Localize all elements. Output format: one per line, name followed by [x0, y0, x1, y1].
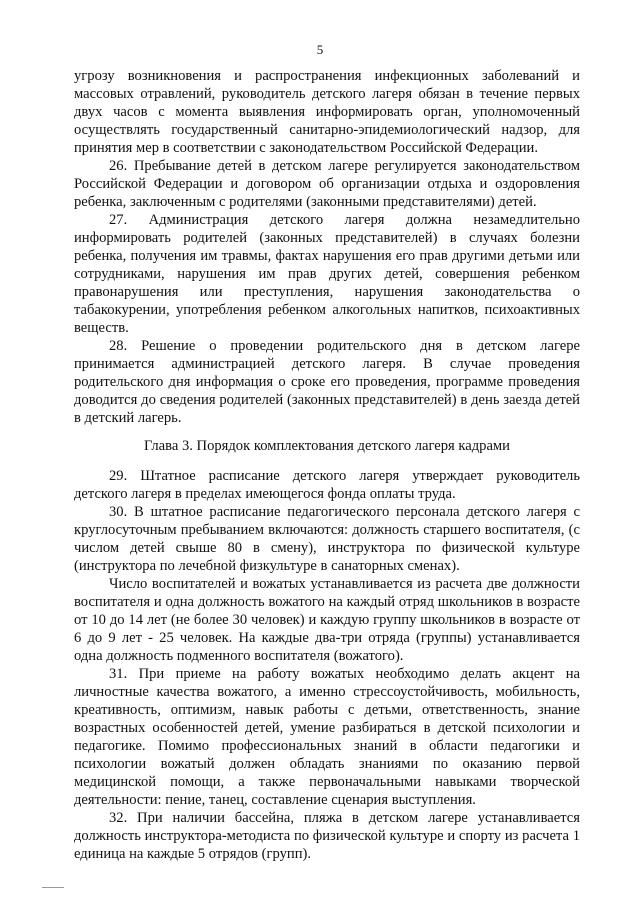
paragraph-26: 26. Пребывание детей в детском лагере регулируется законодательством Российской Федерации и договором об организации отдыха и оздоровления ребенка, заключенным с родителями (законными представителями) детей.: [74, 158, 580, 210]
paragraph-32: 32. При наличии бассейна, пляжа в детском лагере устанавливается должность инструктора-методиста по физической культуре и спорту из расчета 1 единица на каждые 5 отрядов (групп).: [74, 810, 580, 862]
paragraph-29: 29. Штатное расписание детского лагеря утверждает руководитель детского лагеря в пределах имеющегося фонда оплаты труда.: [74, 468, 580, 502]
paragraph-28: 28. Решение о проведении родительского дня в детском лагере принимается администрацией детского лагеря. В случае проведения родительского дня информация о сроке его проведения, программе проведения доводится до сведения родителей (законных представителей) в день заезда детей в детский лагерь.: [74, 338, 580, 426]
paragraph-continuation: угрозу возникновения и распространения инфекционных заболеваний и массовых отравлений, руководитель детского лагеря обязан в течение первых двух часов с момента выявления информировать орган, уполномоченный осуществлять государственный санитарно-эпидемиологический надзор, для принятия мер в соответствии с законодательством Российской Федерации.: [74, 68, 580, 156]
page-number: 5: [316, 42, 324, 57]
paragraph-27: 27. Администрация детского лагеря должна незамедлительно информировать родителей (законных представителей) в случаях болезни ребенка, получения им травмы, фактах нарушения его прав другими детьми или сотрудниками, нарушения им прав других детей, совершения ребенком правонарушения или преступления, нарушения законодательства о табакокурении, употребления ребенком алкогольных напитков, психоактивных веществ.: [74, 212, 580, 336]
paragraph-31: 31. При приеме на работу вожатых необходимо делать акцент на личностные качества вожатого, а именно стрессоустойчивость, мобильность, креативность, оптимизм, навык работы с детьми, ответственность, знание возрастных особенностей детей, умение разбираться в детской психологии и педагогике. Помимо профессиональных знаний в области педагогики и психологии вожатый должен обладать знаниями по оказанию первой медицинской помощи, а также первоначальными навыками творческой деятельности: пение, танец, составление сценария выступления.: [74, 666, 580, 808]
document-body: [74, 67, 580, 863]
chapter-heading: Глава 3. Порядок комплектования детского лагеря кадрами: [144, 438, 510, 454]
footnote-divider: [42, 887, 64, 888]
paragraph-30: 30. В штатное расписание педагогического персонала детского лагеря с круглосуточным пребыванием включаются: должность старшего воспитателя, (с числом детей свыше 80 в смену), инструктора по физической культуре (инструктора по лечебной физкультуре в санаторных сменах).: [74, 504, 580, 574]
paragraph-30-staffing: Число воспитателей и вожатых устанавливается из расчета две должности воспитателя и одна должность вожатого на каждый отряд школьников в возрасте от 10 до 14 лет (не более 30 человек) и каждую группу школьников в возрасте от 6 до 9 лет - 25 человек. На каждые два-три отряда (группы) устанавливается одна должность подменного воспитателя (вожатого).: [74, 576, 580, 664]
